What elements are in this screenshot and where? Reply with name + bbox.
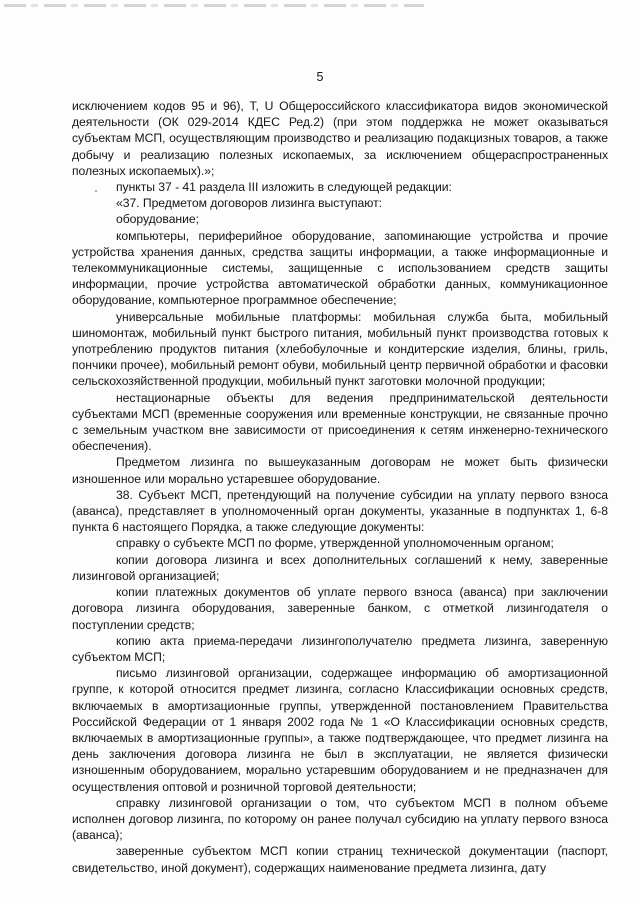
paragraph: справку о субъекте МСП по форме, утвержденной уполномоченным органом;	[116, 536, 554, 551]
paragraph: копию акта приема-передачи лизингополучателю предмета лизинга, заверенную субъектом МСП;	[72, 633, 608, 664]
paragraph: письмо лизинговой организации, содержащее информацию об амортизационной группе, к которой относится предмет лизинга, согласно Классификации основных средств, включаемых в амортизационные группы, утвержденной постановлением Правительства Российской Федерации от 1 января 2002 года № 1 «О Классификации основных средств, включаемых в амортизационные группы», а также подтверждающее, что предмет лизинга на день заключения договора лизинга не был в эксплуатации, не является физически изношенным оборудованием, морально устаревшим оборудованием и не предназначен для осуществления оптовой и розничной торговой деятельности;	[72, 666, 608, 794]
paragraph: копии платежных документов об уплате первого взноса (аванса) при заключении договора лизинга оборудования, заверенные банком, с отметкой лизингодателя о поступлении средств;	[72, 585, 608, 632]
paragraph: исключением кодов 95 и 96), Т, U Общероссийского классификатора видов экономической деятельности (ОК 029-2014 КДЕС Ред.2) (при этом поддержка не может оказываться субъектам МСП, осуществляющим производство и реализацию подакцизных товаров, а также добычу и реализацию полезных ископаемых, за исключением общераспространенных полезных ископаемых).»;	[72, 99, 608, 178]
paragraph: «37. Предметом договоров лизинга выступают:	[116, 196, 382, 211]
paragraph: оборудование;	[116, 212, 199, 227]
paragraph: универсальные мобильные платформы: мобильная служба быта, мобильный шиномонтаж, мобильный пункт быстрого питания, мобильный пункт производства готовых к употреблению продуктов питания (хлебобулочные и кондитерские изделия, блины, гриль, пончики прочее), мобильный ремонт обуви, мобильный центр первичной обработки и фасовки сельскохозяйственной продукции, мобильный пункт заготовки молочной продукции;	[72, 309, 608, 389]
paragraph: Предметом лизинга по вышеуказанным договорам не может быть физически изношенное или морально устаревшее оборудование.	[72, 455, 608, 486]
paragraph: справку лизинговой организации о том, что субъектом МСП в полном объеме исполнен договор лизинга, по которому он ранее получал субсидию на уплату первого взноса (аванса);	[72, 795, 608, 843]
paragraph: пункты 37 - 41 раздела III изложить в следующей редакции:	[116, 180, 452, 195]
paragraph: заверенные субъектом МСП копии страниц технической документации (паспорт, свидетельство, иной документ), содержащих наименование предмета лизинга, дату	[72, 844, 608, 875]
scan-artifact-line	[4, 4, 424, 7]
page-number: 5	[316, 70, 324, 84]
document-body	[72, 98, 608, 876]
paragraph: компьютеры, периферийное оборудование, запоминающие устройства и прочие устройства хранения данных, средства защиты информации, а также информационные и телекоммуникационные системы, защищенные с использованием средств защиты информации, прочие устройства автоматической обработки данных, коммуникационное оборудование, компьютерное программное обеспечение;	[72, 228, 608, 308]
paragraph: копии договора лизинга и всех дополнительных соглашений к нему, заверенные лизинговой организацией;	[72, 552, 608, 583]
paragraph: нестационарные объекты для ведения предпринимательской деятельности субъектами МСП (временные сооружения или временные конструкции, не связанные прочно с земельным участком вне зависимости от присоединения к сетям инженерно-технического обеспечения).	[72, 390, 608, 454]
paragraph: 38. Субъект МСП, претендующий на получение субсидии на уплату первого взноса (аванса), представляет в уполномоченный орган документы, указанные в подпунктах 1, 6-8 пункта 6 настоящего Порядка, а также следующие документы:	[72, 487, 608, 535]
